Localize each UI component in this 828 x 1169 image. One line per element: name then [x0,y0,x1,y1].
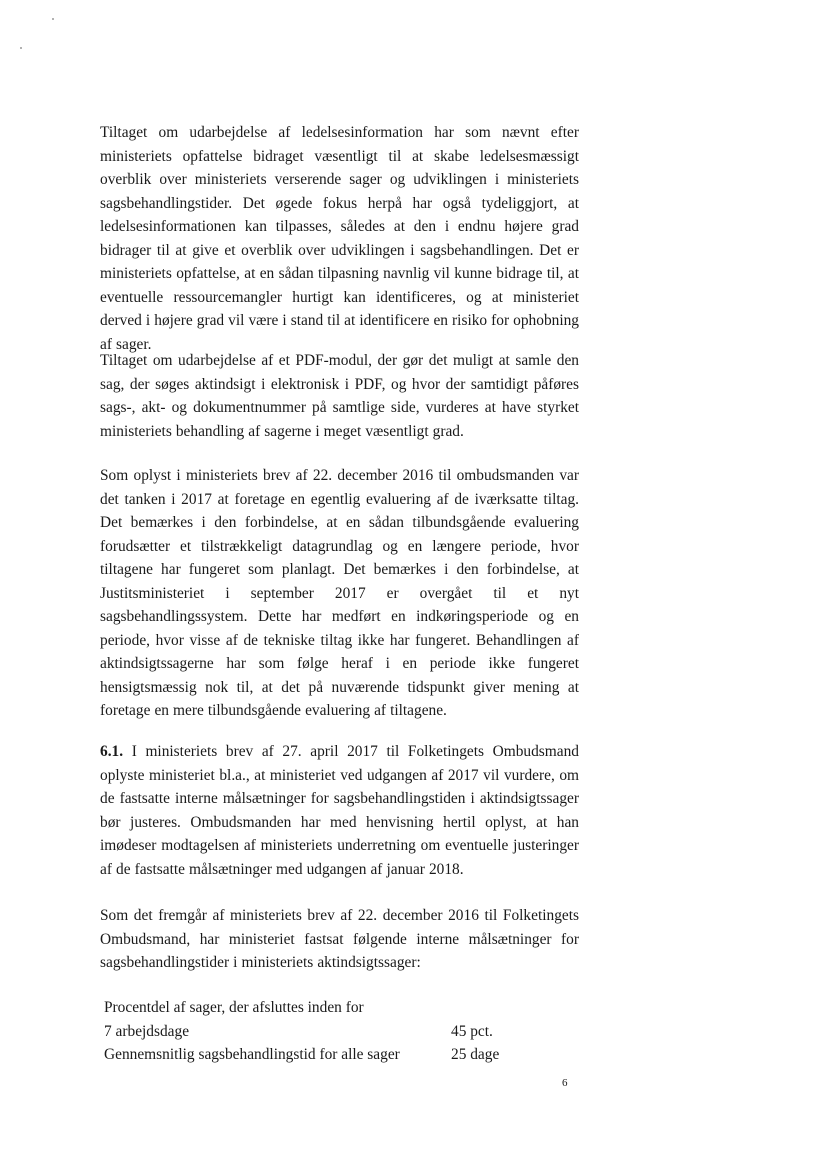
paragraph-management-information: Tiltaget om udarbejdelse af ledelsesinformation har som nævnt efter ministeriets opfattelse bidraget væsentligt til at skabe ledelsesmæssigt overblik over ministeriets verserende sager og udviklingen i ministeriets sagsbehandlingstider. Det øgede fokus herpå har også tydeliggjort, at ledelsesinformationen kan tilpasses, således at den i endnu højere grad bidrager til at give et overblik over udviklingen i sagsbehandlingen. Det er ministeriets opfattelse, at en sådan tilpasning navnlig vil kunne bidrage til, at eventuelle ressourcemangler hurtigt kan identificeres, og at ministeriet derved i højere grad vil være i stand til at identificere en risiko for ophobning af sager. [100,124,579,353]
goal-row [104,996,524,1020]
goals-table [104,996,524,1067]
section-number: 6.1. [100,743,124,760]
goal-row [104,1020,524,1044]
paragraph-goals-intro: Som det fremgår af ministeriets brev af 22. december 2016 til Folketingets Ombudsmand, har ministeriet fastsat følgende interne målsætninger for sagsbehandlingstider i ministeriets aktindsigtssager: [100,907,579,971]
page-number: 6 [562,1077,568,1089]
scan-speck [20,47,22,49]
paragraph-evaluation: Som oplyst i ministeriets brev af 22. december 2016 til ombudsmanden var det tanken i 2017 at foretage en egentlig evaluering af de iværksatte tiltag. Det bemærkes i den forbindelse, at en sådan tilbundsgående evaluering forudsætter et tilstrækkeligt datagrundlag og en længere periode, hvor tiltagene har fungeret som planlagt. Det bemærkes i den forbindelse, at Justitsministeriet i september 2017 er overgået til et nyt sagsbehandlingssystem. Dette har medført en indkøringsperiode og en periode, hvor visse af de tekniske tiltag ikke har fungeret. Behandlingen af aktindsigtssagerne har som følge heraf i en periode ikke fungeret hensigtsmæssig nok til, at det på nuværende tidspunkt giver mening at foretage en mere tilbundsgående evaluering af tiltagene. [100,467,579,719]
paragraph-pdf-module: Tiltaget om udarbejdelse af et PDF-modul, der gør det muligt at samle den sag, der søges aktindsigt i elektronisk i PDF, og hvor der samtidigt påføres sags-, akt- og dokumentnummer på samtlige side, vurderes at have styrket ministeriets behandling af sagerne i meget væsentligt grad. [100,352,579,440]
section-text: I ministeriets brev af 27. april 2017 til Folketingets Ombudsmand oplyste ministeriet bl.a., at ministeriet ved udgangen af 2017 vil vurdere, om de fastsatte interne målsætninger for sagsbehandlingstiden i aktindsigtssager bør justeres. Ombudsmanden har med henvisning hertil oplyst, at han imødeser modtagelsen af ministeriets underretning om eventuelle justeringer af de fastsatte målsætninger med udgangen af januar 2018. [100,743,579,878]
goal-value: 45 pct. [451,1022,493,1040]
goal-label: Gennemsnitlig sagsbehandlingstid for alle sager [104,1046,400,1063]
goal-row [104,1043,524,1067]
goal-label: Procentdel af sager, der afsluttes inden for [104,999,364,1016]
section-6-1-paragraph [100,740,579,881]
goal-value: 25 dage [451,1046,500,1063]
goal-label: 7 arbejdsdage [104,1022,190,1040]
scan-speck [52,18,54,20]
